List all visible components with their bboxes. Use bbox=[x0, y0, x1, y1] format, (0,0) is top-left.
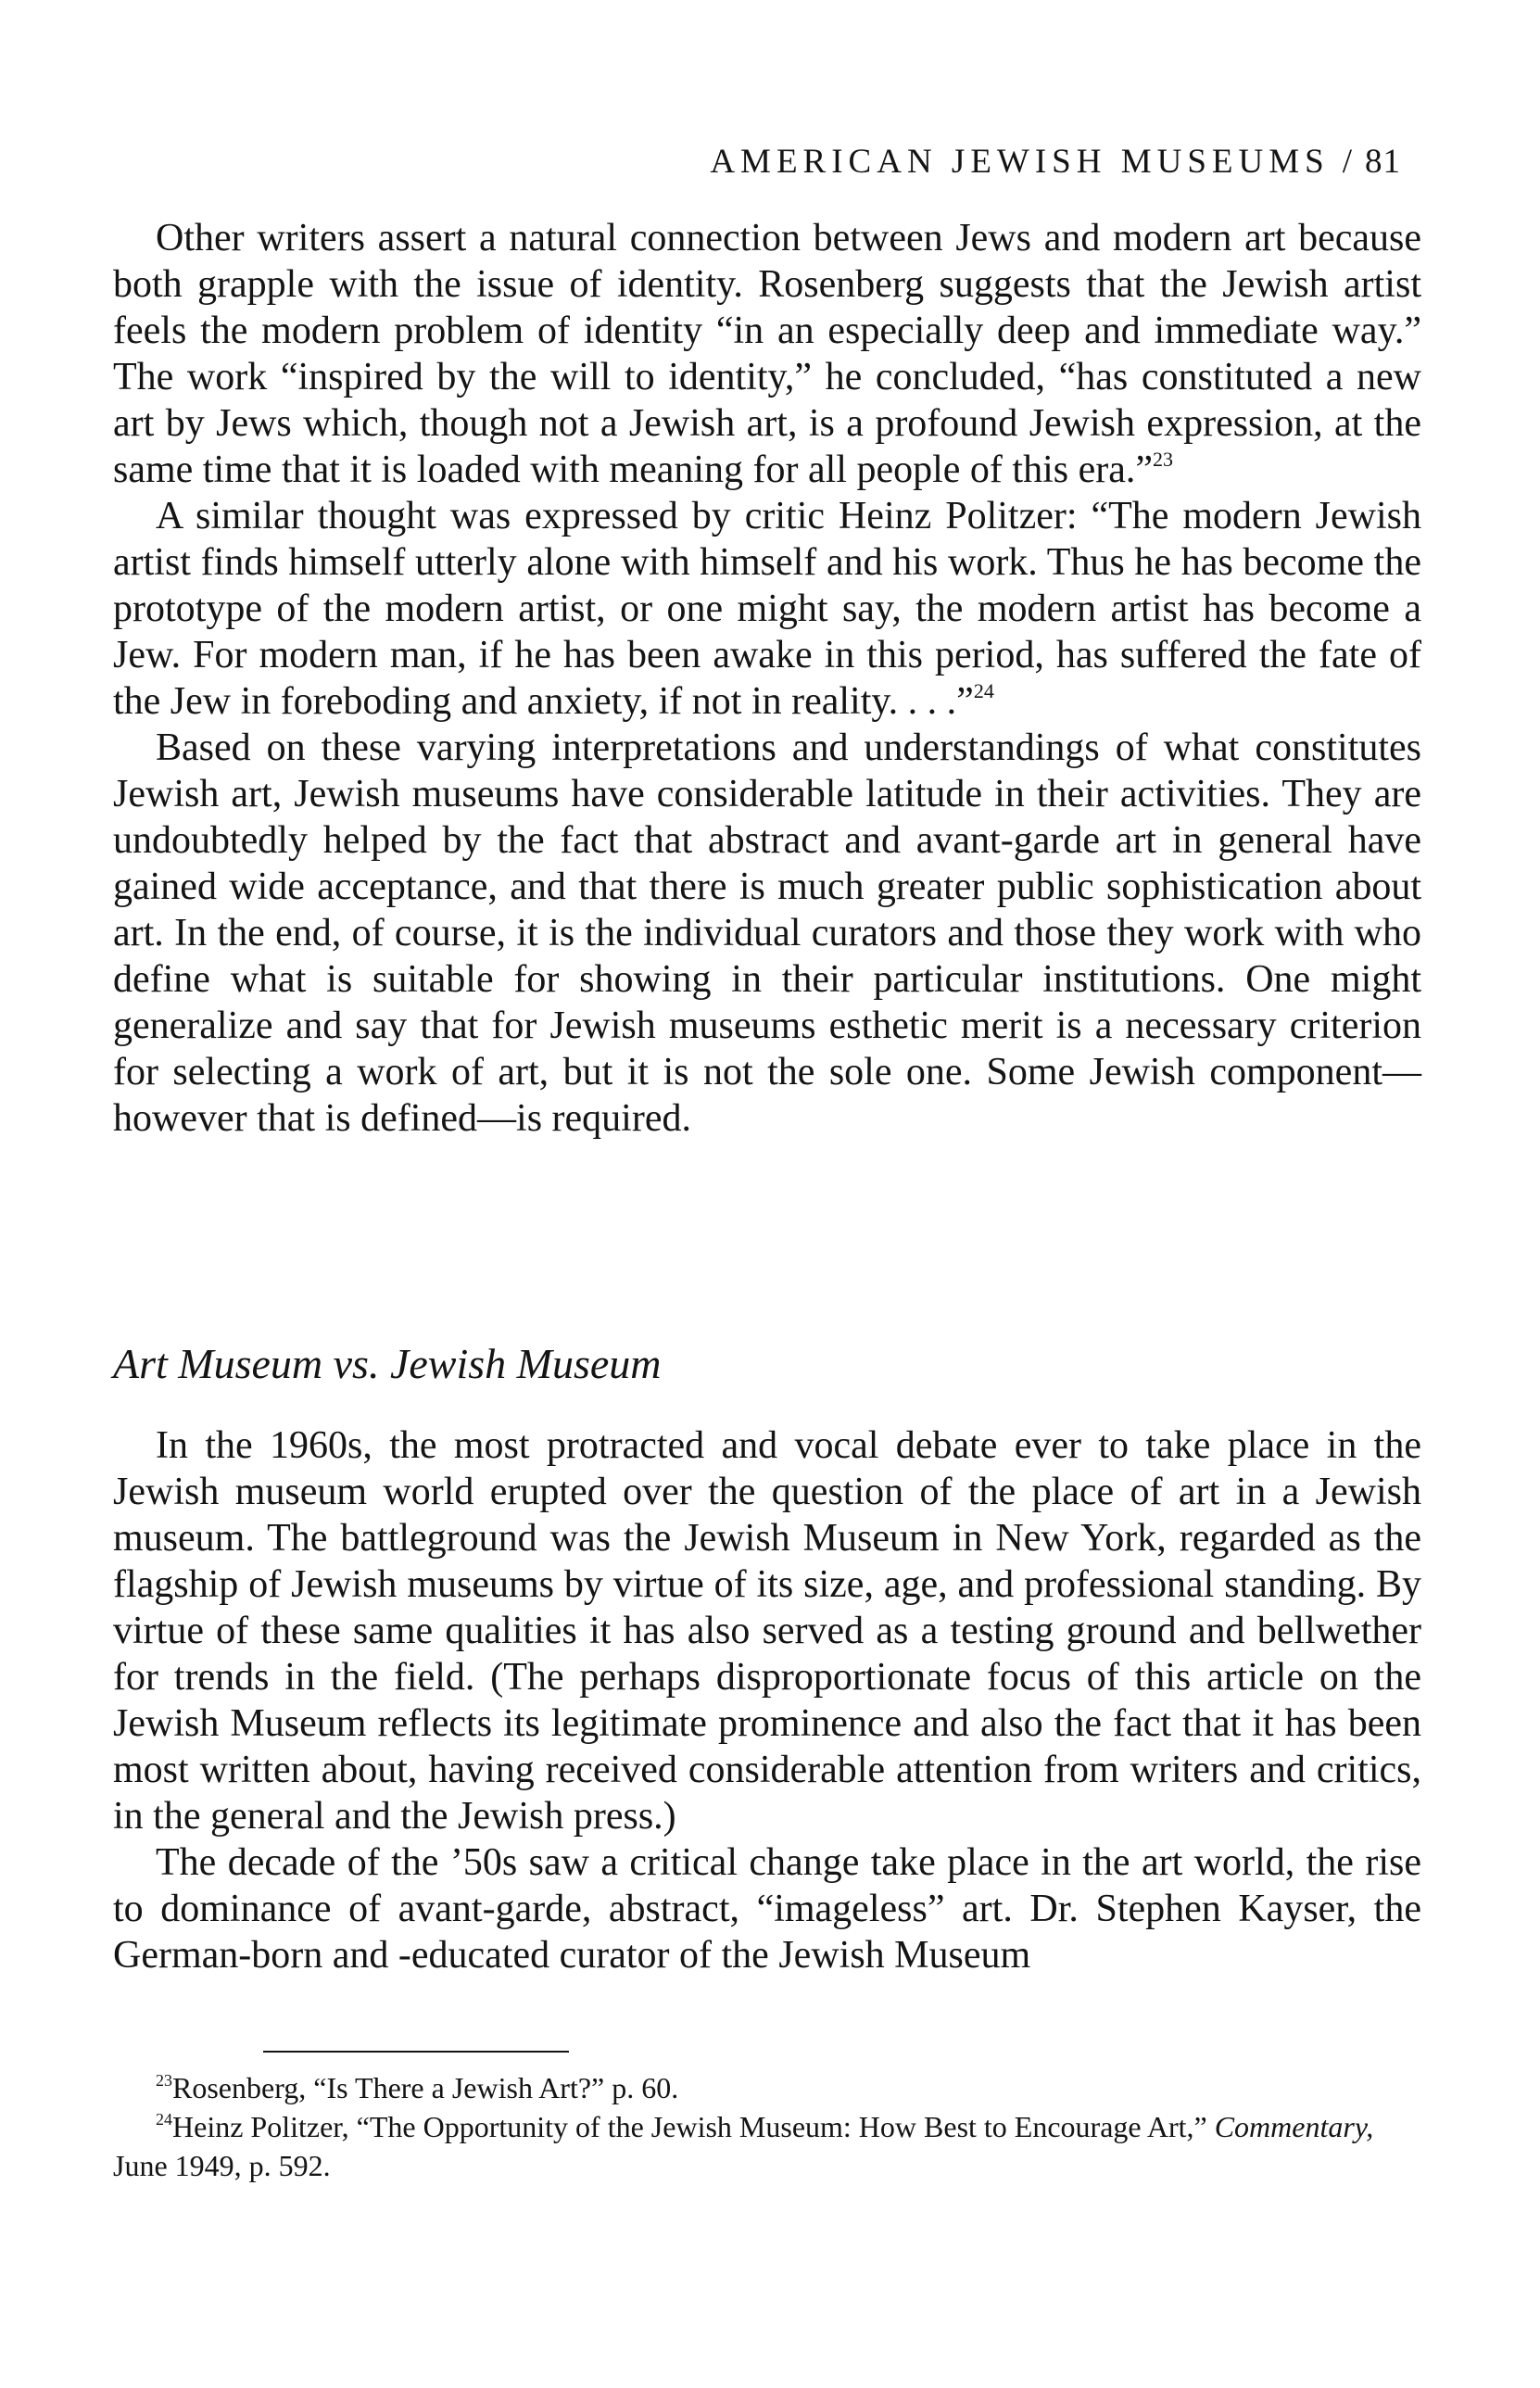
body-text-top bbox=[113, 215, 1421, 1142]
section-heading-part1: Art Museum bbox=[113, 1340, 323, 1387]
footnote bbox=[113, 2068, 1421, 2107]
footnote-rule bbox=[263, 2051, 569, 2053]
running-head-separator: / bbox=[1342, 143, 1352, 181]
footnote-number: 23 bbox=[156, 2071, 172, 2090]
footnote-journal: Commentary, bbox=[1214, 2110, 1374, 2143]
page-number: 81 bbox=[1365, 143, 1401, 181]
footnote-number: 24 bbox=[156, 2110, 172, 2129]
paragraph: Other writers assert a natural connection between Jews and modern art because both grapple with the issue of identity. Rosenberg suggests that the Jewish artist feels the modern problem of identity “in an especially deep and immediate way.” The work “inspired by the will to identity,” he concluded, “has constituted a new art by Jews which, though not a Jewish art, is a profound Jewish expression, at the same time that it is loaded with meaning for all people of this era.”$^{23}$ bbox=[113, 217, 1421, 491]
footnote-text: Heinz Politzer, “The Opportunity of the Jewish Museum: How Best to Encourage Art,” bbox=[172, 2110, 1215, 2143]
body-text-bottom bbox=[113, 1422, 1421, 1978]
section-heading bbox=[113, 1336, 662, 1392]
section-heading-part2: Jewish Museum bbox=[389, 1340, 662, 1387]
paragraph: In the 1960s, the most protracted and vocal debate ever to take place in the Jewish museum world erupted over the question of the place of art in a Jewish museum. The battleground was the Jewish Museum in New York, regarded as the flagship of Jewish museums by virtue of its size, age, and professional standing. By virtue of these same qualities it has also served as a testing ground and bellwether for trends in the field. (The perhaps disproportionate focus of this article on the Jewish Museum reflects its legitimate prominence and also the fact that it has been most written about, having received considerable attention from writers and critics, in the general and the Jewish press.) bbox=[113, 1424, 1421, 1838]
paragraph: Based on these varying interpretations and understandings of what constitutes Jewish art, Jewish museums have considerable latitude in their activities. They are undoubtedly helped by the fact that abstract and avant-garde art in general have gained wide acceptance, and that there is much greater public sophistication about art. In the end, of course, it is the individual curators and those they work with who define what is suitable for showing in their particular institutions. One might generalize and say that for Jewish museums esthetic merit is a necessary criterion for selecting a work of art, but it is not the sole one. Some Jewish component—however that is defined—is required. bbox=[113, 727, 1421, 1140]
running-head bbox=[710, 139, 1401, 185]
paragraph: The decade of the ’50s saw a critical change take place in the art world, the rise to dominance of avant-garde, abstract, “imageless” art. Dr. Stephen Kayser, the German-born and -educated curator of the Jewish Museum bbox=[113, 1841, 1421, 1977]
paragraph: A similar thought was expressed by critic Heinz Politzer: “The modern Jewish artist finds himself utterly alone with himself and his work. Thus he has become the prototype of the modern artist, or one might say, the modern artist has become a Jew. For modern man, if he has been awake in this period, has suffered the fate of the Jew in foreboding and anxiety, if not in reality. . . .”$^{24}$ bbox=[113, 495, 1421, 723]
section-heading-vs: vs. bbox=[333, 1340, 380, 1387]
footnotes bbox=[113, 2068, 1421, 2185]
footnote-ref[interactable]: 23 bbox=[1153, 448, 1174, 471]
footnote-text: Rosenberg, “Is There a Jewish Art?” p. 60. bbox=[172, 2071, 679, 2104]
running-head-title: AMERICAN JEWISH MUSEUMS bbox=[710, 143, 1330, 181]
footnote bbox=[113, 2107, 1421, 2185]
footnote-text-end: June 1949, p. 592. bbox=[113, 2149, 331, 2182]
footnote-ref[interactable]: 24 bbox=[973, 679, 994, 702]
